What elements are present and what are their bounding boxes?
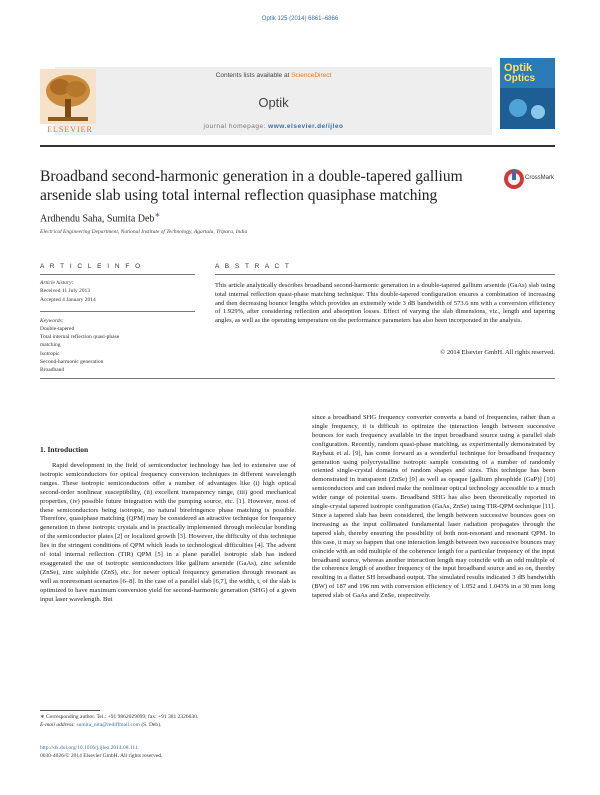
email-suffix: (S. Deb). <box>139 721 162 728</box>
keyword-item: Broadband <box>40 367 65 373</box>
sciencedirect-link[interactable]: ScienceDirect <box>291 72 332 79</box>
contents-prefix: Contents lists available at <box>215 72 292 79</box>
homepage-prefix: journal homepage: <box>203 123 269 130</box>
intro-left-column: Rapid development in the field of semiconductor technology has led to extensive use of isotropic semiconductors for optical frequency conversion techniques in different wavelength ranges. These isotropic semiconductors offer a number of advantages like (i) high optical second-order nonlinear susceptibility, (ii) excellent transparency range, (iii) good mechanical properties, (iv) possible future integration with the pumping source, etc. [1]. However, most of these semiconductors being isotropic, no natural birefringence phase matching is possible. Therefore, quasiphase matching (QPM) may be considered an attractive technique for frequency generation in these isotropic crystals and is practically implemented through molecular bonding of the semiconductor plates [2] or localized growth [3]. However, the difficulty of this technique lies in the stringent conditions of QPM which leads to technological difficulties [4]. The advent of total internal reflection (TIR) QPM [5] in a plane parallel isotropic slab has indeed exaggerated the use of isotropic semiconductors like gallium arsenide (GaAs), zinc selenide (ZnSe), zinc sulphide (ZnS), etc. for newer optical frequency generation through resonant as well as nonresonant scenarios [6–8]. In the case of a parallel slab [6,7], the width, t, of the slab is optimized to have maximum conversion yield for second-harmonic generation (SHG) of a given input laser wavelength. But <box>40 462 296 603</box>
email-note <box>40 722 300 730</box>
cover-artwork <box>500 88 555 129</box>
keyword-item: Total internal reflection quasi-phase <box>40 334 120 340</box>
article-info-rule <box>40 274 195 275</box>
homepage-link[interactable]: www.elsevier.de/ijleo <box>268 123 344 130</box>
author-affiliation: Electrical Engineering Department, National Institute of Technology, Agartala, Tripura, India <box>40 229 248 235</box>
contents-line <box>55 72 492 79</box>
received-date: Received 11 July 2013 <box>40 288 91 294</box>
intro-right-column: since a broadband SHG frequency converter converts a band of frequencies, rather than a single frequency, it is difficult to optimize the interaction length between successive bounces for each frequency available in the input broadband source using a parallel slab configuration. Recently, random quasi-phase matching, as experimentally demonstrated by Raybaut et al. [9], has come forward as a wonderful technique for broadband frequency generation using polycrystalline isotropic sample consisting of a number of randomly oriented single-crystal domains of random shapes and sizes. This technique has been demonstrated in transparent (ZnSe) [9] as well as opaque [gallium phosphide (GaP)] [10] semiconductors and can indeed make the nonlinear optical technology accessible to a much wider range of potential users. Broadband SHG has also been theoretically reported in single-crystal tapered isotropic configuration (GaAs, ZnSe) using TIR-QPM technique [11]. Since a tapered slab has been considered, the length between successive bounces goes on increasing as the input collimated fundamental laser radiation propagates through the tapered slab, thereby ensuring the possibility of both non-resonant and resonant QPM. In this case, it may so happen that one interaction length between two successive bounces may coincide with an odd multiple of the coherence length for a particular frequency of the input broadband source, whereas another interaction length may coincide with an odd multiple of the coherence length of another frequency of the input broadband source and so on, thereby resulting in a flatter SH broadband output. The simulated results indicated 3 dB bandwidth (BW) of 187 and 196 nm with conversion efficiency of 1.052 and 1.043% in a 30 mm long tapered slab of GaAs and ZnSe, respectively. <box>312 414 555 600</box>
crossmark-icon[interactable] <box>503 168 525 190</box>
journal-cover-image <box>500 58 555 129</box>
abstract-rule <box>215 274 555 275</box>
keywords-rule <box>40 311 195 312</box>
abstract-text: This article analytically describes broadband second-harmonic generation in a double-tapered gallium arsenide (GaAs) slab using total internal reflection quasi-phase matching technique. This double-tapered configuration ensures a combination of increasing and then decreasing bounce lengths which provides an extremely wide 3 dB bandwidth of 573.6 nm with a conversion efficiency of 1.929%, after considering reflection and absorption losses. Effect of varying the slab dimensions, viz., length and tapering angles, as well as the operating temperature on the performance parameters has also been incorporated in the analysis. <box>215 282 555 325</box>
journal-name: Optik <box>258 95 289 110</box>
abstract-heading: A B S T R A C T <box>215 263 291 270</box>
cover-title-optik: Optik <box>504 62 533 74</box>
footnote <box>40 714 300 729</box>
elsevier-wordmark: ELSEVIER <box>47 125 93 134</box>
article-authors <box>40 211 160 224</box>
email-label: E-mail address: <box>40 721 77 728</box>
corresponding-author-note: ∗ Corresponding author. Tel.: +91 9862029099; fax: +91 381 2326630. <box>40 714 199 720</box>
header-divider <box>40 145 555 147</box>
email-link[interactable]: sumita_nita@rediffmail.com <box>76 721 140 728</box>
article-title: Broadband second-harmonic generation in a double-tapered gallium arsenide slab using total internal reflection quasiphase matching <box>40 168 463 204</box>
corresponding-author-mark[interactable]: ∗ <box>154 211 161 219</box>
keywords-label: Keywords: <box>40 318 64 324</box>
keyword-item: matching <box>40 342 61 348</box>
doi-link[interactable]: http://dx.doi.org/10.1016/j.ijleo.2014.08.111 <box>40 745 138 751</box>
abstract-bottom-rule <box>40 378 555 379</box>
keyword-item: Double-tapered <box>40 326 75 332</box>
history-label: Article history: <box>40 280 74 286</box>
keyword-item: Second-harmonic generation <box>40 359 104 365</box>
issn-line: 0030-4026/© 2014 Elsevier GmbH. All rights reserved. <box>40 753 163 759</box>
article-info-heading: A R T I C L E I N F O <box>40 263 143 270</box>
cover-title-optics: Optics <box>504 73 536 84</box>
crossmark-label[interactable]: CrossMark <box>525 175 555 181</box>
keyword-item: Isotropic <box>40 351 60 357</box>
journal-reference[interactable]: Optik 125 (2014) 6861–6866 <box>261 16 339 22</box>
author-names: Ardhendu Saha, Sumita Deb <box>40 213 155 225</box>
section-heading-introduction: 1. Introduction <box>40 445 89 454</box>
abstract-copyright: © 2014 Elsevier GmbH. All rights reserved. <box>440 349 555 356</box>
footnote-rule <box>40 710 100 711</box>
accepted-date: Accepted 4 January 2014 <box>40 297 96 303</box>
journal-homepage <box>55 123 492 130</box>
